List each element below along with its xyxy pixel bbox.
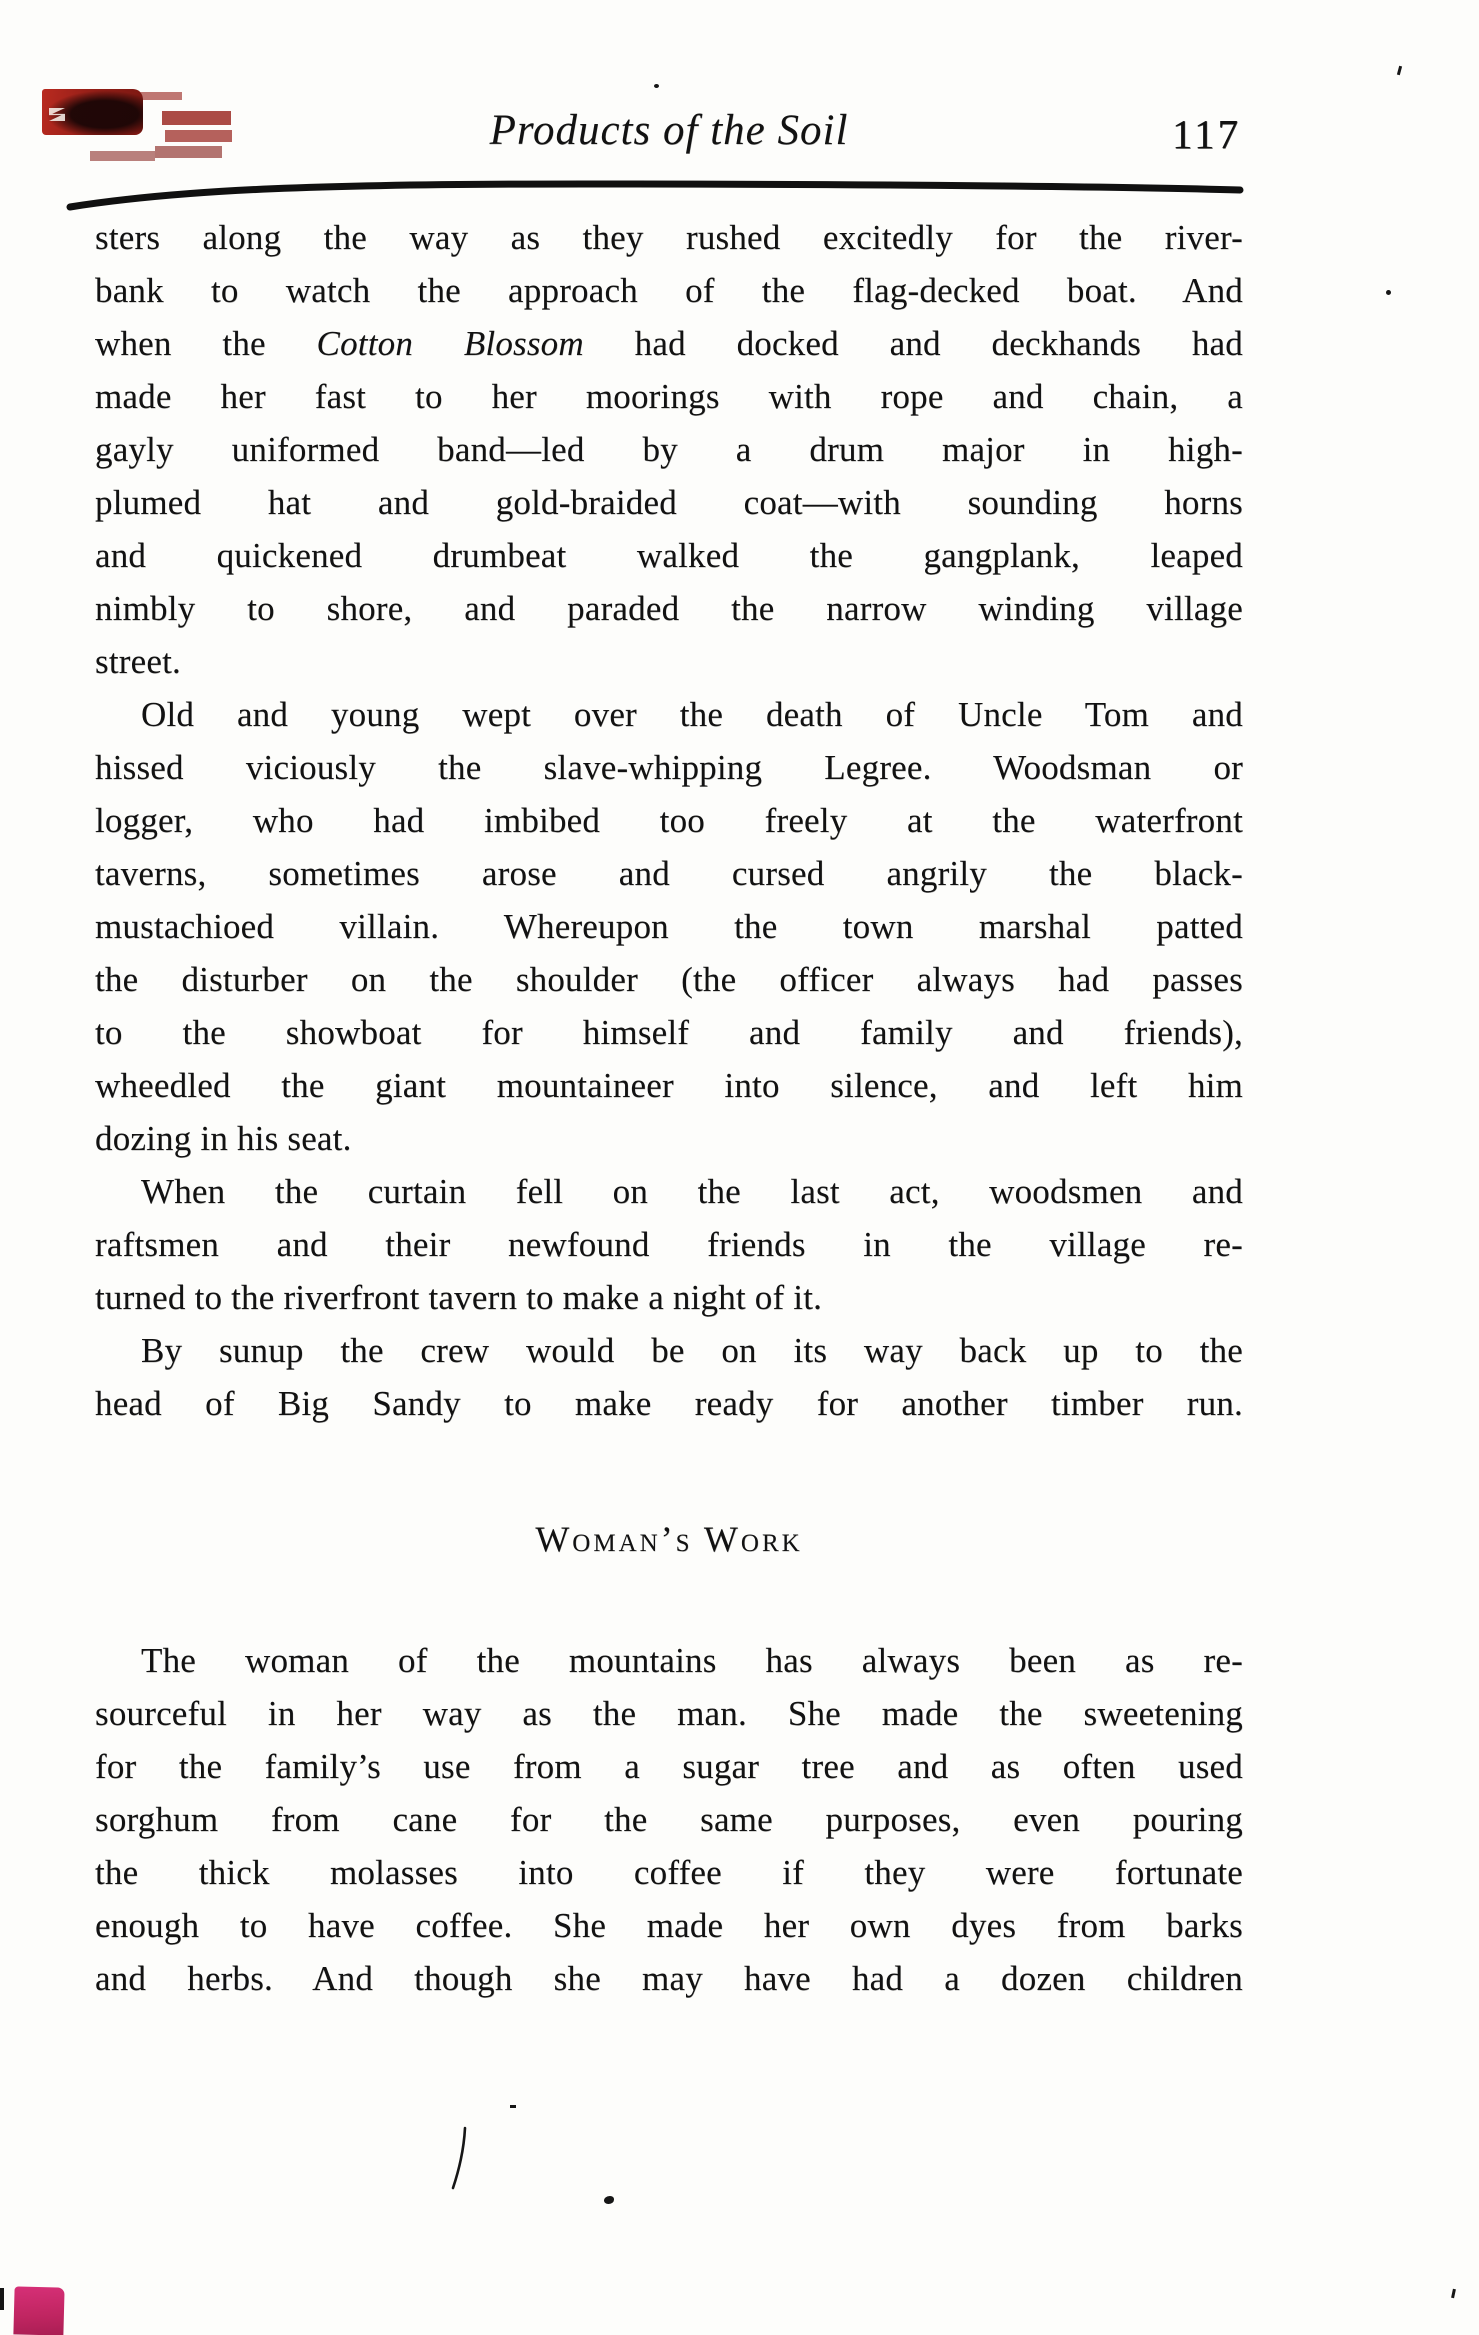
header-rule bbox=[64, 176, 1246, 214]
text-line: dozing in his seat. bbox=[95, 1119, 352, 1158]
text-line: head of Big Sandy to make ready for another timber run. bbox=[95, 1384, 1243, 1423]
stray-pen-mark bbox=[450, 2126, 468, 2192]
paragraph bbox=[95, 1324, 1243, 1430]
scan-speck bbox=[604, 2196, 614, 2204]
paragraph bbox=[95, 1165, 1243, 1324]
text-line: street. bbox=[95, 642, 181, 681]
page-header-title: Products of the Soil bbox=[489, 107, 849, 154]
scan-speck bbox=[1386, 290, 1391, 295]
scan-speck bbox=[510, 2105, 516, 2108]
text-line: and quickened drumbeat walked the gangplank, leaped bbox=[95, 536, 1243, 575]
text-line: By sunup the crew would be on its way back up to the bbox=[141, 1331, 1243, 1370]
text-line: The woman of the mountains has always been as re- bbox=[141, 1641, 1243, 1680]
text-line: hissed viciously the slave-whipping Legree. Woodsman or bbox=[95, 748, 1243, 787]
body-text bbox=[95, 211, 1243, 2005]
text-line: enough to have coffee. She made her own dyes from barks bbox=[95, 1906, 1243, 1945]
text-line: turned to the riverfront tavern to make a night of it. bbox=[95, 1278, 823, 1317]
text-line: When the curtain fell on the last act, woodsmen and bbox=[141, 1172, 1243, 1211]
text-line: bank to watch the approach of the flag-decked boat. And bbox=[95, 271, 1243, 310]
text-line: to the showboat for himself and family and friends), bbox=[95, 1013, 1243, 1052]
text-line: sourceful in her way as the man. She made the sweetening bbox=[95, 1694, 1243, 1733]
page-number: 117 bbox=[1172, 111, 1241, 157]
text-line: sters along the way as they rushed excitedly for the river- bbox=[95, 218, 1243, 257]
text-line: Old and young wept over the death of Uncle Tom and bbox=[141, 695, 1243, 734]
text-line: and herbs. And though she may have had a dozen children bbox=[95, 1959, 1243, 1998]
magenta-ink-stamp-icon bbox=[13, 2286, 64, 2335]
text-line: for the family’s use from a sugar tree and as often used bbox=[95, 1747, 1243, 1786]
text-line: wheedled the giant mountaineer into silence, and left him bbox=[95, 1066, 1243, 1105]
scan-speck bbox=[1451, 2289, 1456, 2298]
text-line: sorghum from cane for the same purposes, even pouring bbox=[95, 1800, 1243, 1839]
text-line: when the Cotton Blossom had docked and deckhands had bbox=[95, 324, 1243, 363]
text-line: logger, who had imbibed too freely at the waterfront bbox=[95, 801, 1243, 840]
section-heading: Woman’s Work bbox=[535, 1519, 803, 1559]
text-line: made her fast to her moorings with rope and chain, a bbox=[95, 377, 1243, 416]
paragraph bbox=[95, 1634, 1243, 2005]
running-header bbox=[95, 106, 1243, 156]
text-line: taverns, sometimes arose and cursed angrily the black- bbox=[95, 854, 1243, 893]
text-line: the thick molasses into coffee if they were fortunate bbox=[95, 1853, 1243, 1892]
text-line: mustachioed villain. Whereupon the town marshal patted bbox=[95, 907, 1243, 946]
scan-speck bbox=[0, 2288, 4, 2310]
text-line: plumed hat and gold-braided coat—with sounding horns bbox=[95, 483, 1243, 522]
scan-speck bbox=[654, 84, 659, 88]
scan-speck bbox=[1397, 66, 1402, 75]
text-line: gayly uniformed band—led by a drum major in high- bbox=[95, 430, 1243, 469]
text-line: nimbly to shore, and paraded the narrow winding village bbox=[95, 589, 1243, 628]
paragraph bbox=[95, 688, 1243, 1165]
text-line: raftsmen and their newfound friends in the village re- bbox=[95, 1225, 1243, 1264]
text-line: the disturber on the shoulder (the officer always had passes bbox=[95, 960, 1243, 999]
paragraph bbox=[95, 211, 1243, 688]
